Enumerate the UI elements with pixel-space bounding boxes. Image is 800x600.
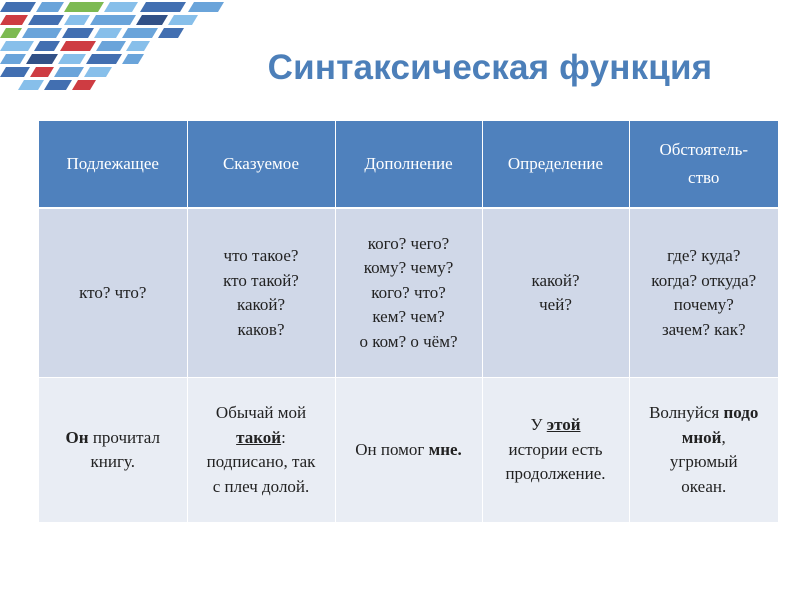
example-text: У (530, 415, 547, 435)
example-line: продолжение. (505, 464, 606, 484)
example-line: с плеч долой. (212, 476, 310, 496)
decorative-stripe (84, 67, 112, 77)
cell-subject-example (39, 378, 187, 523)
header-adverbial-line1: Обстоятель- (659, 140, 749, 159)
decorative-stripe (122, 28, 158, 38)
decorative-stripe (0, 41, 34, 51)
decorative-stripe (36, 2, 64, 12)
example-line (633, 401, 776, 426)
decorative-stripe (26, 54, 58, 64)
decorative-stripe (54, 67, 84, 77)
highlighted-word: мной (681, 427, 722, 447)
decorative-stripe (126, 41, 150, 51)
highlighted-word: этой (546, 415, 581, 435)
example-line (633, 426, 776, 451)
header-adverbial (629, 121, 778, 208)
example-line: Обычай мой (215, 403, 307, 422)
cell-adverbial-questions (629, 208, 778, 378)
cell-predicate-example (187, 378, 335, 523)
highlighted-word: такой (236, 427, 282, 447)
decorative-stripe (28, 15, 64, 25)
decorative-stripe (86, 54, 122, 64)
question-line: какой? (236, 295, 286, 314)
header-attribute: Определение (482, 121, 629, 208)
example-line: подписано, так (206, 452, 316, 471)
decorative-stripe (122, 54, 144, 64)
header-predicate: Сказуемое (187, 121, 335, 208)
table-row-questions (39, 208, 778, 378)
header-subject: Подлежащее (39, 121, 187, 208)
question-line: кем? чем? (372, 307, 445, 327)
question-line: какой? (531, 270, 580, 290)
example-line (339, 438, 479, 463)
cell-attribute-questions (482, 208, 629, 378)
decorative-stripe (0, 2, 36, 12)
table-row-examples (39, 378, 778, 523)
decorative-stripe (94, 28, 122, 38)
question-line: кого? чего? (367, 233, 450, 253)
decorative-stripe (158, 28, 184, 38)
highlighted-word: Он (65, 427, 89, 447)
decorative-stripe (44, 80, 72, 90)
question-line: чей? (539, 295, 572, 314)
cell-adverbial-example (629, 378, 778, 523)
example-line: угрюмый (669, 452, 738, 471)
syntax-table (39, 121, 778, 523)
header-adverbial-line2: ство (688, 168, 720, 187)
example-text: , (721, 427, 726, 447)
decorative-stripe (136, 15, 168, 25)
example-line: книгу. (90, 452, 135, 471)
example-text: Волнуйся (649, 403, 724, 422)
decorative-stripe (62, 28, 94, 38)
decorative-stripe (58, 54, 86, 64)
decorative-stripe (104, 2, 138, 12)
question-line: кому? чему? (363, 258, 454, 278)
question-line: каков? (237, 319, 285, 339)
cell-subject-questions: кто? что? (39, 208, 187, 378)
question-line: что такое? (223, 246, 299, 265)
cell-object-example (335, 378, 482, 523)
highlighted-word: мне. (428, 439, 462, 459)
decorative-stripe (0, 28, 22, 38)
decorative-stripe (188, 2, 224, 12)
question-line: где? куда? (667, 246, 741, 265)
example-line: истории есть (508, 439, 603, 459)
example-text: Он помог (355, 439, 429, 459)
decorative-stripe (22, 28, 62, 38)
question-line: когда? откуда? (651, 270, 757, 290)
example-text: прочитал (88, 427, 160, 447)
decorative-stripe (60, 41, 96, 51)
example-line (191, 426, 332, 451)
decorative-stripe (34, 41, 60, 51)
decorative-stripe (0, 15, 28, 25)
decorative-stripe (30, 67, 54, 77)
table-header-row (39, 121, 778, 208)
decorative-stripe (96, 41, 126, 51)
question-line: зачем? как? (661, 319, 746, 339)
cell-predicate-questions (187, 208, 335, 378)
decorative-stripe (64, 15, 90, 25)
page-title: Синтаксическая функция (267, 48, 713, 87)
question-line: о ком? о чём? (359, 331, 458, 351)
decorative-stripe (168, 15, 198, 25)
example-line (486, 413, 626, 438)
question-line: почему? (673, 295, 734, 314)
decorative-stripe (18, 80, 44, 90)
decorative-stripe (140, 2, 186, 12)
example-text: : (281, 427, 286, 447)
decorative-stripe (0, 54, 26, 64)
cell-object-questions (335, 208, 482, 378)
decorative-stripe (0, 67, 30, 77)
decorative-stripe (64, 2, 104, 12)
example-line (42, 426, 184, 451)
decorative-stripe (90, 15, 136, 25)
decorative-stripe (72, 80, 96, 90)
highlighted-word: подо (723, 403, 759, 422)
example-line: океан. (681, 476, 727, 496)
header-object: Дополнение (335, 121, 482, 208)
cell-attribute-example (482, 378, 629, 523)
question-line: кто такой? (223, 270, 299, 290)
question-line: кого? что? (371, 282, 446, 302)
